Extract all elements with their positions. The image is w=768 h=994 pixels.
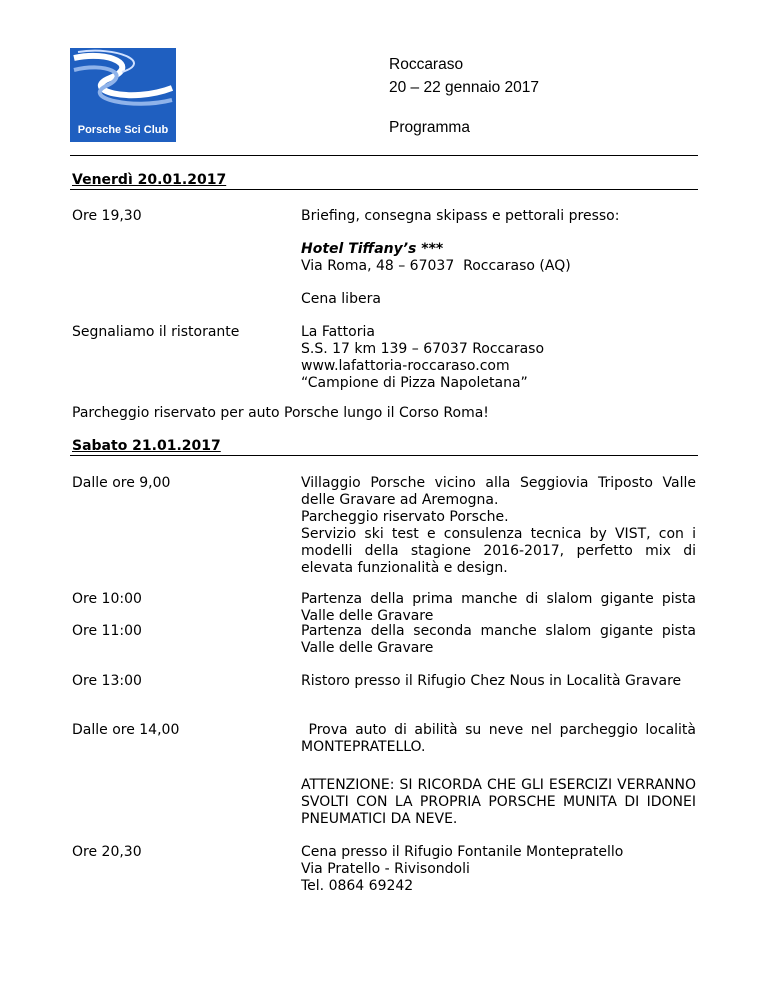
warning-note [301, 777, 701, 828]
schedule-line: Villaggio Porsche vicino alla Seggiovia Triposto Valle delle Gravare ad Aremogna. [301, 475, 701, 508]
logo-text: Porsche Sci Club [77, 124, 169, 136]
friday-briefing: Briefing, consegna skipass e pettorali presso: [301, 208, 620, 224]
hotel-block [301, 241, 696, 275]
schedule-entry-second-run [301, 623, 701, 657]
schedule-entry-first-run [301, 591, 701, 625]
porsche-sci-club-logo [70, 48, 176, 142]
restaurant-line: S.S. 17 km 139 – 67037 Roccaraso [301, 341, 545, 357]
schedule-line: Tel. 0864 69242 [301, 878, 414, 894]
restaurant-line: La Fattoria [301, 324, 375, 340]
page-title: Programma [389, 119, 470, 136]
restaurant-label: Segnaliamo il ristorante [72, 324, 240, 340]
schedule-time: Ore 11:00 [72, 623, 142, 639]
header-place: Roccaraso [389, 56, 464, 73]
header-divider [70, 155, 698, 156]
restaurant-block [301, 324, 696, 392]
schedule-time: Dalle ore 9,00 [72, 475, 171, 491]
schedule-time: Ore 10:00 [72, 591, 142, 607]
schedule-line: Servizio ski test e consulenza tecnica by VIST, con i modelli della stagione 2016-2017, perfetto mix di elevata funzionalità e design. [301, 526, 701, 576]
schedule-line: Partenza della seconda manche slalom gigante pista Valle delle Gravare [301, 623, 701, 656]
schedule-time: Ore 20,30 [72, 844, 142, 860]
saturday-heading: Sabato 21.01.2017 [72, 438, 221, 454]
friday-heading: Venerdì 20.01.2017 [72, 172, 227, 188]
schedule-entry-lunch [301, 673, 696, 690]
parking-note: Parcheggio riservato per auto Porsche lungo il Corso Roma! [72, 405, 489, 421]
header-dates: 20 – 22 gennaio 2017 [389, 79, 539, 96]
hotel-address: Via Roma, 48 – 67037 Roccaraso (AQ) [301, 258, 571, 274]
schedule-line: Cena presso il Rifugio Fontanile Montepratello [301, 844, 624, 860]
schedule-line: Prova auto di abilità su neve nel parcheggio località MONTEPRATELLO. [301, 722, 701, 755]
schedule-line: Parcheggio riservato Porsche. [301, 509, 509, 525]
restaurant-link[interactable]: www.lafattoria-roccaraso.com [301, 358, 510, 374]
schedule-entry-village [301, 475, 701, 577]
hotel-name: Hotel Tiffany’s *** [301, 241, 444, 257]
schedule-time: Dalle ore 14,00 [72, 722, 180, 738]
schedule-time: Ore 13:00 [72, 673, 142, 689]
friday-time-1930: Ore 19,30 [72, 208, 142, 224]
warning-text: ATTENZIONE: SI RICORDA CHE GLI ESERCIZI VERRANNO SVOLTI CON LA PROPRIA PORSCHE MUNITA DI IDONEI PNEUMATICI DA NEVE. [301, 777, 701, 827]
schedule-entry-driving-test [301, 722, 701, 756]
schedule-line: Partenza della prima manche di slalom gigante pista Valle delle Gravare [301, 591, 701, 624]
schedule-line: Ristoro presso il Rifugio Chez Nous in Località Gravare [301, 673, 682, 689]
schedule-entry-dinner [301, 844, 696, 895]
friday-divider [70, 189, 698, 190]
dinner-note: Cena libera [301, 291, 381, 307]
saturday-divider [70, 455, 698, 456]
schedule-line: Via Pratello - Rivisondoli [301, 861, 470, 877]
restaurant-line: “Campione di Pizza Napoletana” [301, 375, 528, 391]
